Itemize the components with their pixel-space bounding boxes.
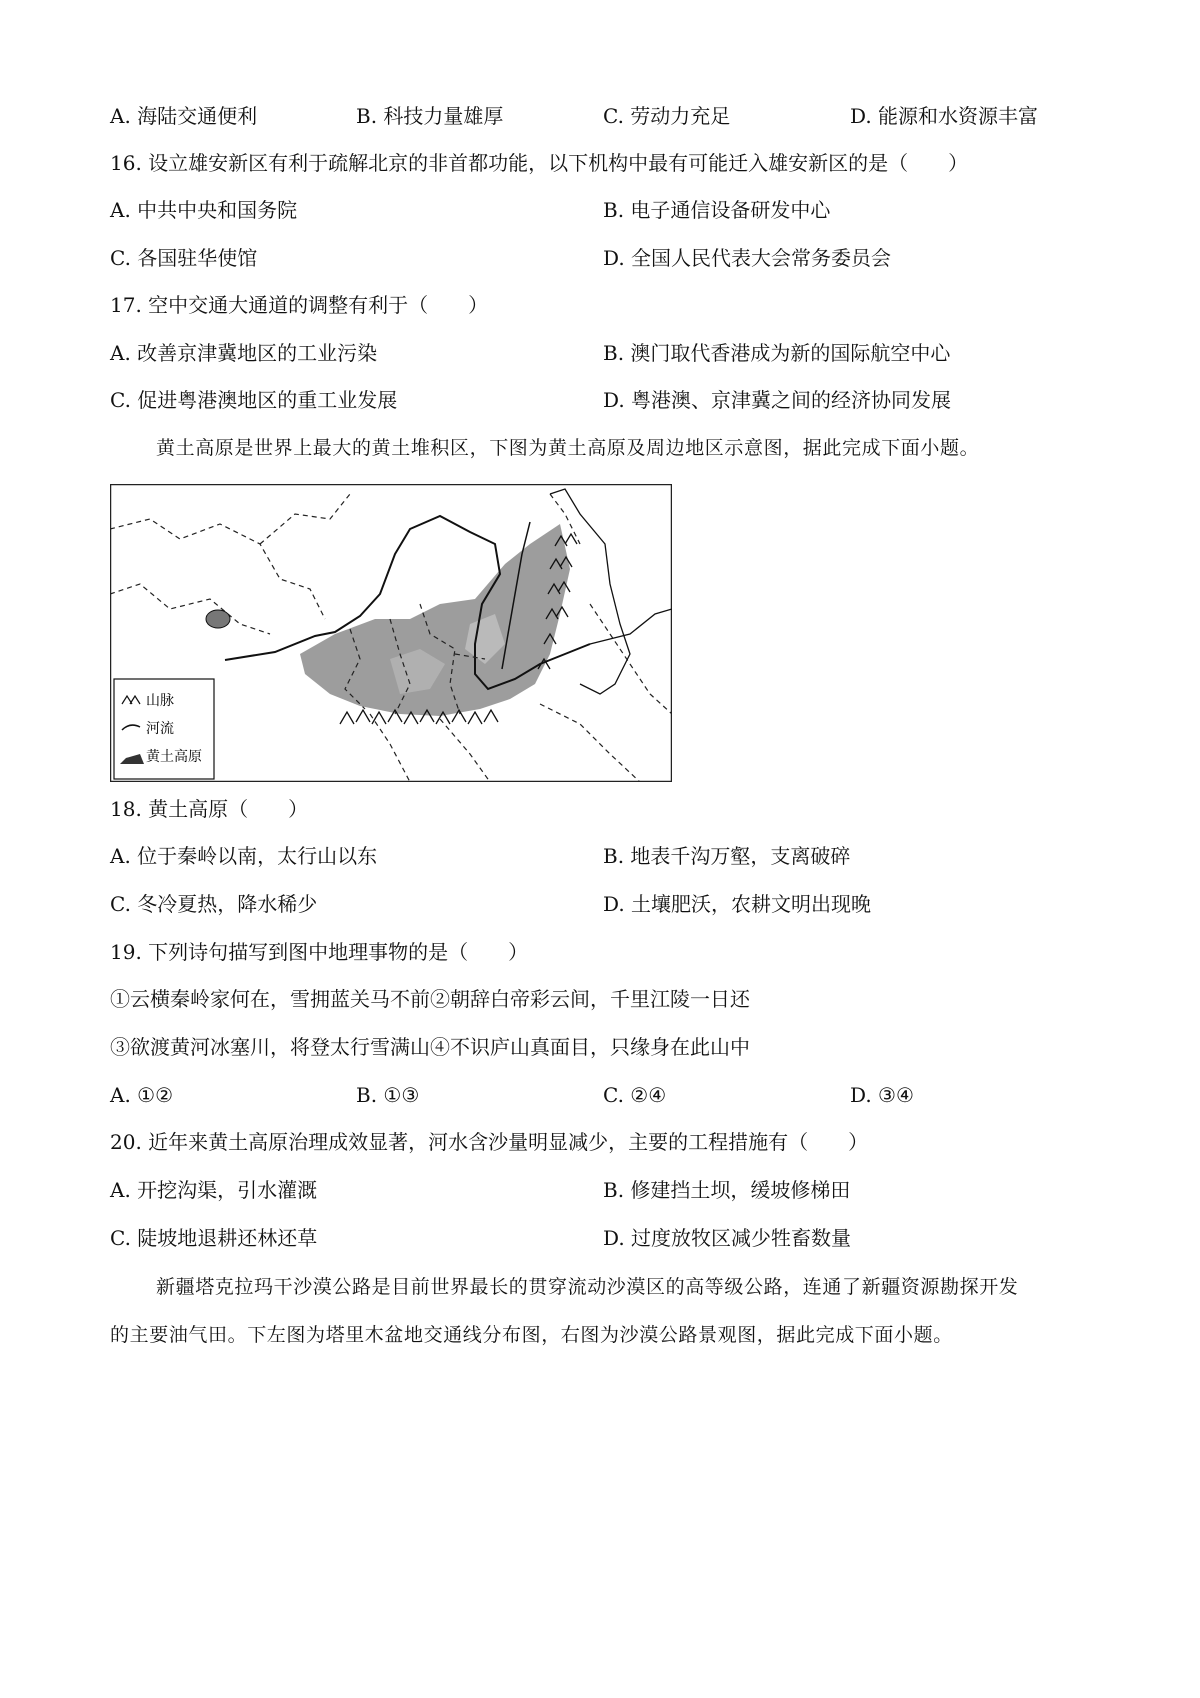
q17-option-b: B. 澳门取代香港成为新的国际航空中心 (603, 341, 951, 365)
q15-option-a: A. 海陆交通便利 (110, 104, 258, 128)
xinjiang-intro-line2: 的主要油气田。下左图为塔里木盆地交通线分布图，右图为沙漠公路景观图，据此完成下面小题。 (110, 1324, 953, 1346)
q16-option-d: D. 全国人民代表大会常务委员会 (603, 246, 892, 270)
q20-stem: 20. 近年来黄土高原治理成效显著，河水含沙量明显减少，主要的工程措施有（ ） (110, 1130, 869, 1154)
q17-stem: 17. 空中交通大通道的调整有利于（ ） (110, 293, 489, 317)
q18-stem: 18. 黄土高原（ ） (110, 797, 309, 821)
q16-option-c: C. 各国驻华使馆 (110, 246, 258, 270)
qinghai-lake (206, 610, 230, 628)
q17-option-a: A. 改善京津冀地区的工业污染 (110, 341, 378, 365)
q19-stem: 19. 下列诗句描写到图中地理事物的是（ ） (110, 940, 529, 964)
q19-poem-line1: ①云横秦岭家何在，雪拥蓝关马不前②朝辞白帝彩云间，千里江陵一日还 (110, 987, 750, 1011)
q15-option-d: D. 能源和水资源丰富 (850, 104, 1039, 128)
q20-option-d: D. 过度放牧区减少牲畜数量 (603, 1226, 852, 1250)
loess-plateau-map (110, 484, 672, 782)
q19-poem-line2: ③欲渡黄河冰塞川，将登太行雪满山④不识庐山真面目，只缘身在此山中 (110, 1035, 750, 1059)
q16-stem: 16. 设立雄安新区有利于疏解北京的非首都功能，以下机构中最有可能迁入雄安新区的是（ ） (110, 151, 969, 175)
q16-option-b: B. 电子通信设备研发中心 (603, 198, 831, 222)
q20-option-c: C. 陡坡地退耕还林还草 (110, 1226, 318, 1250)
q20-option-a: A. 开挖沟渠，引水灌溉 (110, 1178, 318, 1202)
legend-mountain: 山脉 (146, 693, 174, 709)
xinjiang-intro-line1: 新疆塔克拉玛干沙漠公路是目前世界最长的贯穿流动沙漠区的高等级公路，连通了新疆资源勘探开发 (156, 1276, 1019, 1298)
legend-loess: 黄土高原 (146, 749, 202, 765)
q18-option-c: C. 冬冷夏热，降水稀少 (110, 892, 318, 916)
q17-option-d: D. 粤港澳、京津冀之间的经济协同发展 (603, 388, 952, 412)
q15-option-c: C. 劳动力充足 (603, 104, 731, 128)
q18-option-a: A. 位于秦岭以南，太行山以东 (110, 844, 378, 868)
q15-option-b: B. 科技力量雄厚 (356, 104, 504, 128)
q18-option-d: D. 土壤肥沃，农耕文明出现晚 (603, 892, 872, 916)
q18-option-b: B. 地表千沟万壑，支离破碎 (603, 844, 851, 868)
q19-option-d: D. ③④ (850, 1083, 914, 1107)
q19-option-a: A. ①② (110, 1083, 174, 1107)
q17-option-c: C. 促进粤港澳地区的重工业发展 (110, 388, 398, 412)
q20-option-b: B. 修建挡土坝，缓坡修梯田 (603, 1178, 851, 1202)
loess-intro: 黄土高原是世界上最大的黄土堆积区，下图为黄土高原及周边地区示意图，据此完成下面小题。 (156, 437, 980, 459)
q19-option-c: C. ②④ (603, 1083, 667, 1107)
legend-river: 河流 (146, 721, 174, 737)
q19-option-b: B. ①③ (356, 1083, 420, 1107)
q16-option-a: A. 中共中央和国务院 (110, 198, 298, 222)
